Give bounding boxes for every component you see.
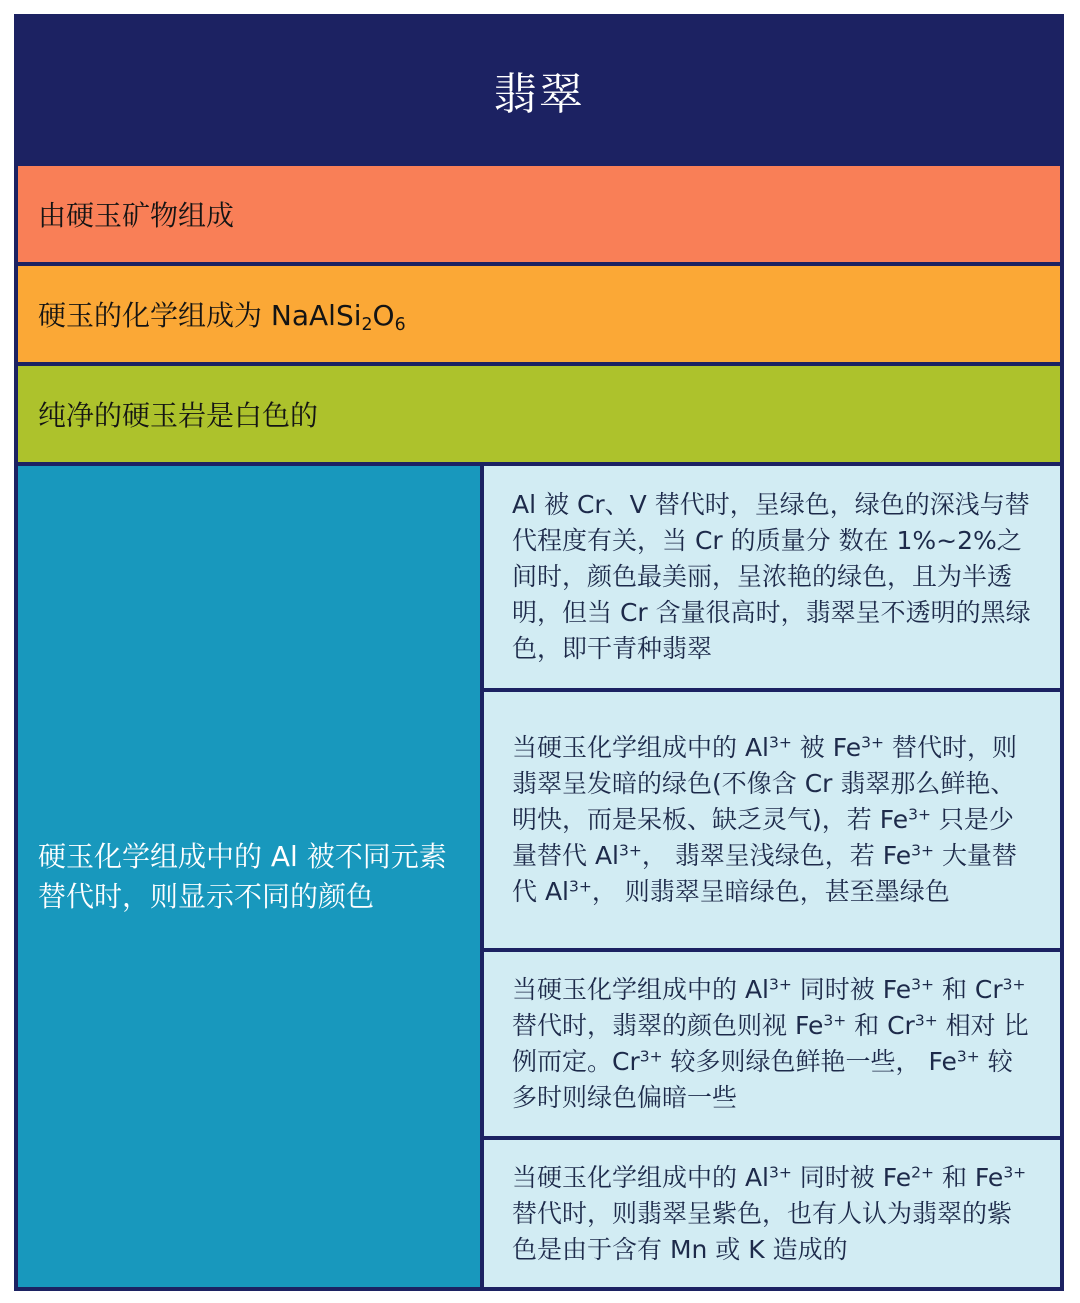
substitution-summary-text: 硬玉化学组成中的 Al 被不同元素替代时，则显示不同的颜色 (38, 840, 447, 913)
formula-prefix: 硬玉的化学组成为 NaAlSi (38, 299, 362, 332)
row-pure-white-text: 纯净的硬玉岩是白色的 (38, 399, 319, 432)
cell-fe2-fe3 (484, 1140, 1060, 1287)
row-mineral-text: 由硬玉矿物组成 (38, 199, 235, 232)
row-mineral (18, 166, 1060, 262)
cell-fe3 (484, 692, 1060, 948)
formula-sub-2: 2 (361, 315, 373, 336)
row-formula (18, 266, 1060, 362)
formula-sub-6: 6 (394, 315, 406, 336)
cell-fe2-fe3-text: 当硬玉化学组成中的 $Al^{3+}$ 同时被 $Fe^{2+}$ 和 $Fe^{3+}$ 替代时，则翡翠呈紫色，也有人认为翡翠的紫色是由于含有 Mn 或 K 造成的 (512, 1162, 1027, 1264)
jade-table (14, 14, 1064, 1291)
title-text: 翡翠 (493, 69, 585, 120)
row-formula-text (38, 294, 406, 334)
cell-cr-v (484, 466, 1060, 688)
cell-fe3-text: 当硬玉化学组成中的 $Al^{3+}$ 被 $Fe^{3+}$ 替代时，则翡翠呈发暗的绿色(不像含 Cr 翡翠那么鲜艳、明快，而是呆板、缺乏灵气)，若 $Fe^{3+}$ 只是少量替代 $Al^{3+}$， 翡翠呈浅绿色，若 $Fe^{3+}$ 大量替代 $Al^{3+}$， 则翡翠呈暗绿色，甚至墨绿色 (512, 733, 1017, 906)
table-title (16, 16, 1062, 164)
cell-fe3-cr3-text: 当硬玉化学组成中的 $Al^{3+}$ 同时被 $Fe^{3+}$ 和 $Cr^{3+}$ 替代时，翡翠的颜色则视 $Fe^{3+}$ 和 $Cr^{3+}$ 相对 比例而定。$Cr^{3+}$ 较多则绿色鲜艳一些， $Fe^{3+}$ 较多时则绿色偏暗一些 (512, 975, 1029, 1112)
row-pure-white (18, 366, 1060, 462)
cell-fe3-cr3 (484, 952, 1060, 1136)
formula-oxygen: O (372, 299, 395, 332)
cell-cr-v-text: Al 被 Cr、V 替代时，呈绿色，绿色的深浅与替代程度有关，当 Cr 的质量分 数在 1%~2%之间时，颜色最美丽，呈浓艳的绿色，且为半透明，但当 Cr 含量很高时，翡翠呈不透明的黑绿色，即干青种翡翠 (512, 490, 1031, 663)
substitution-summary (18, 466, 480, 1287)
